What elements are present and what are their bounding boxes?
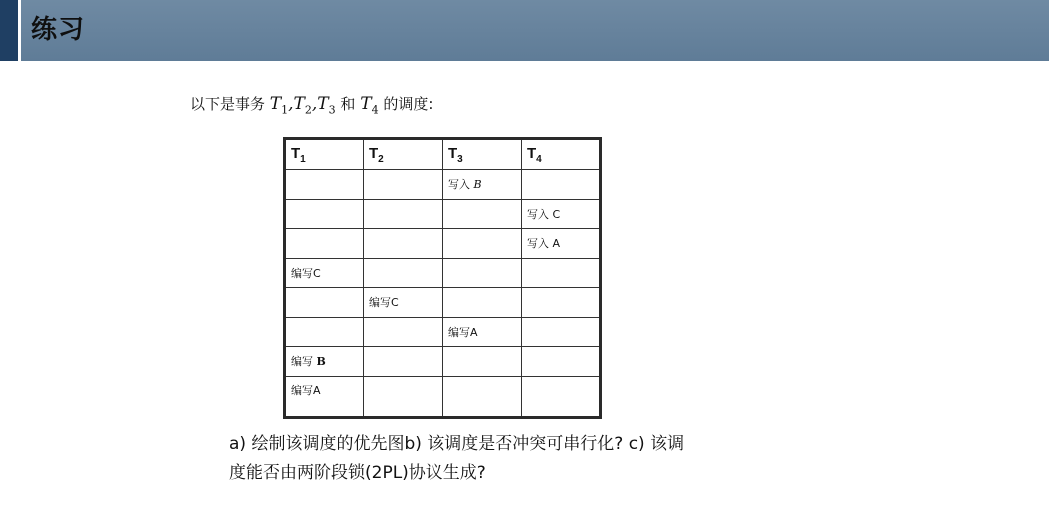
table-cell [443,229,522,259]
intro-and: 和 [340,95,356,113]
table-cell [522,376,601,417]
column-header-t2 [364,139,443,170]
table-header-row [285,139,601,170]
schedule-table [283,137,602,419]
table-row [285,317,601,347]
intro-prefix: 以下是事务 [190,95,266,113]
question-text: a) 绘制该调度的优先图b) 该调度是否冲突可串行化? c) 该调度能否由两阶段锁(2PL)协议生成? [229,434,685,483]
header-accent [0,0,18,61]
math-t4-sub: 4 [371,103,379,117]
math-transactions [269,94,336,117]
table-cell [443,258,522,288]
intro-suffix: 的调度: [383,95,434,113]
table-cell [364,347,443,377]
table-cell [443,347,522,377]
table-cell [364,229,443,259]
table-cell: 写入 C [522,199,601,229]
math-t2-sub: 2 [304,103,312,117]
column-header-t3 [443,139,522,170]
table-cell [364,258,443,288]
math-comma: , [311,94,318,114]
table-cell: 编写A [443,317,522,347]
table-cell [364,199,443,229]
table-row [285,199,601,229]
column-header-t4 [522,139,601,170]
table-cell [443,376,522,417]
table-row [285,229,601,259]
table-row [285,376,601,417]
op-label: 编写 [291,355,313,369]
header-sub: 3 [457,153,463,165]
table-cell [364,170,443,200]
math-t3: T [317,94,329,114]
math-t4: T [360,94,372,114]
header-letter: T [527,144,537,162]
math-t2: T [293,94,305,114]
header-letter: T [291,144,301,162]
math-t1-sub: 1 [281,103,289,117]
op-label: 写入 [448,178,470,192]
table-cell [285,317,364,347]
table-row [285,258,601,288]
header-sub: 4 [536,153,542,165]
header-gap [18,0,21,61]
table-cell [443,170,522,200]
header-bar [0,0,1049,61]
table-cell [522,258,601,288]
math-t4-group [360,94,379,117]
table-cell [285,170,364,200]
header-sub: 1 [300,153,306,165]
table-cell: 编写C [285,258,364,288]
table-cell: 写入 A [522,229,601,259]
slide-title: 练习 [31,15,86,45]
table-cell [364,317,443,347]
table-cell [443,199,522,229]
table-row [285,170,601,200]
op-variable: B [316,355,326,369]
op-variable: B [473,178,482,192]
table-cell: 编写A [285,376,364,417]
table-cell: 编写C [364,288,443,318]
table-cell [522,347,601,377]
table-cell [285,199,364,229]
table-row [285,288,601,318]
table-cell [443,288,522,318]
intro-text [190,91,433,123]
header-letter: T [369,144,379,162]
table-row [285,347,601,377]
header-letter: T [448,144,458,162]
table-cell [285,229,364,259]
math-t1: T [269,94,282,114]
table-cell [364,376,443,417]
table-cell [285,347,364,377]
column-header-t1 [285,139,364,170]
table-cell [522,170,601,200]
table-cell [522,288,601,318]
header-sub: 2 [378,153,384,165]
math-comma: , [288,94,294,114]
table-cell [522,317,601,347]
math-t3-sub: 3 [328,103,336,117]
table-cell [285,288,364,318]
